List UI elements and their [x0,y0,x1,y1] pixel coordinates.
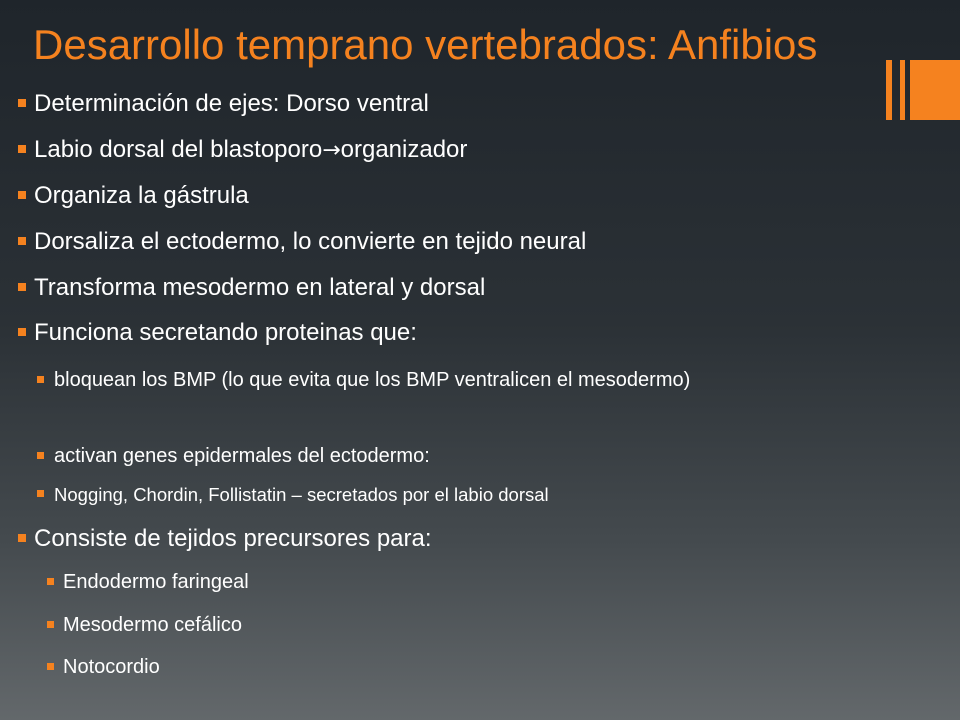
bullet-square-icon [47,621,54,628]
sub-bullet-item [63,568,249,596]
sub-bullet-item [54,480,549,509]
bullet-item [34,135,467,166]
sub-bullet-item [63,611,242,639]
bullet-item [34,524,432,554]
bullet-square-icon [18,283,26,291]
slide-title: Desarrollo temprano vertebrados: Anfibios [33,21,818,68]
bullet-item [34,227,586,257]
bullet-text: Determinación de ejes: Dorso ventral [34,90,429,117]
bullet-text: Dorsaliza el ectodermo, lo convierte en tejido neural [34,228,587,255]
right-arrow-icon: → [322,138,341,163]
bullet-item [34,273,485,303]
bullet-text: bloquean los BMP (lo que evita que los BMP ventralicen el mesodermo) [54,369,691,391]
bullet-text: activan genes epidermales del ectodermo: [54,445,430,467]
bullet-square-icon [18,237,26,245]
bullet-item [34,89,429,119]
bullet-item [34,318,417,348]
bullet-square-icon [37,376,44,383]
bullet-text: Organiza la gástrula [34,182,249,209]
bullet-square-icon [18,534,26,542]
bullet-text: organizador [340,136,468,163]
bullet-square-icon [18,145,26,153]
bullet-text: Endodermo faringeal [63,571,249,593]
bullet-text: Consiste de tejidos precursores para: [34,525,432,552]
bullet-item [34,181,249,211]
accent-bar [900,60,905,120]
accent-block [910,60,960,120]
bullet-square-icon [47,578,54,585]
sub-bullet-item [63,653,160,681]
bullet-text: Mesodermo cefálico [63,614,242,636]
bullet-text: Transforma mesodermo en lateral y dorsal [34,274,486,301]
bullet-square-icon [18,99,26,107]
bullet-square-icon [37,452,44,459]
sub-bullet-item [54,442,430,471]
accent-bar [886,60,892,120]
bullet-square-icon [47,663,54,670]
bullet-text: Nogging, Chordin, Follistatin – secretados por el labio dorsal [54,484,549,505]
bullet-text: Labio dorsal del blastoporo [34,136,323,163]
bullet-square-icon [18,191,26,199]
bullet-square-icon [18,328,26,336]
bullet-text: Notocordio [63,656,160,678]
bullet-square-icon [37,490,44,497]
bullet-text: Funciona secretando proteinas que: [34,319,417,346]
sub-bullet-item [54,366,854,395]
